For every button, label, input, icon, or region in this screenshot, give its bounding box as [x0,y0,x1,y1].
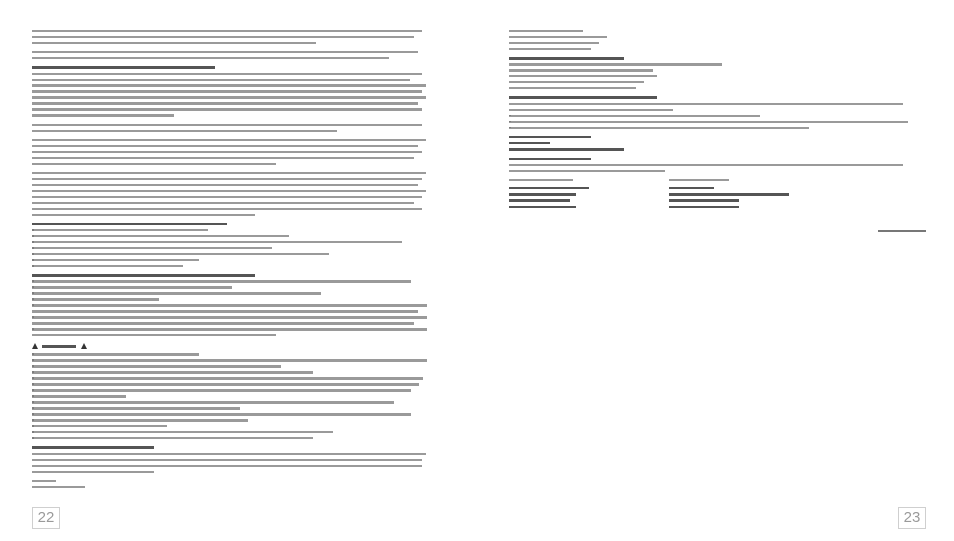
right-page-text [509,30,919,216]
warning-triangle-icon [81,343,87,349]
product-number [878,230,926,232]
warning-triangle-icon [32,343,38,349]
page-number-right: 23 [898,507,926,529]
left-page-text [32,30,438,492]
page-number-left: 22 [32,507,60,529]
right-page [477,0,954,541]
